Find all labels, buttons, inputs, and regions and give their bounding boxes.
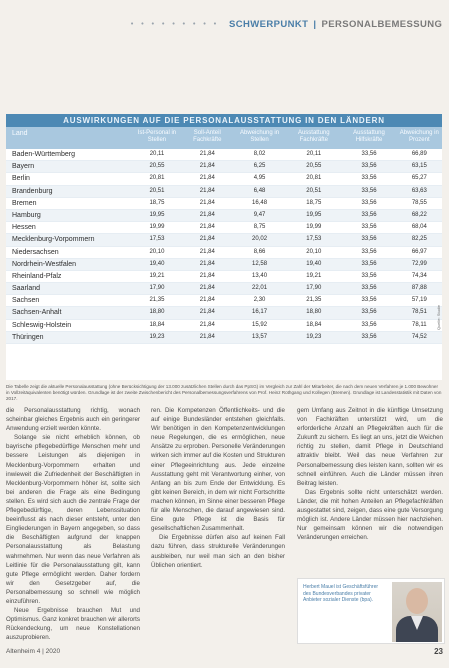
header-dots: • • • • • • • • • [130,20,219,28]
cell-value: 20,55 [306,163,322,170]
author-bio: Herbert Mauel ist Geschäftsführer des Bundesverbandes privater Anbieter sozialer Dienste (bpa). [303,584,379,604]
cell-value: 57,19 [411,297,427,304]
cell-value: 21,84 [199,309,215,316]
cell-value: 21,35 [306,297,322,304]
cell-value: 20,81 [306,175,322,182]
cell-value: 19,40 [149,260,165,267]
cell-value: 20,02 [252,236,268,243]
section-separator: | [313,19,317,30]
cell-value: 12,58 [252,260,268,267]
text-column-3 [297,406,443,542]
section-name: SCHWERPUNKT [229,19,309,30]
cell-value: 19,21 [306,272,322,279]
cell-value: 21,84 [199,187,215,194]
cell-value: 74,34 [411,272,427,279]
header-soll: Soll-Anteil Fachkräfte [193,130,222,143]
cell-value: 21,84 [199,297,215,304]
cell-land: Sachsen [12,297,40,305]
cell-value: 18,84 [306,321,322,328]
cell-value: 65,27 [411,175,427,182]
author-portrait-icon [392,582,442,642]
section-subtitle: PERSONALBEMESSUNG [321,19,443,30]
cell-land: Schleswig-Holstein [12,321,72,329]
table-row [6,210,442,222]
cell-value: 78,51 [411,309,427,316]
cell-value: 18,84 [149,321,165,328]
cell-value: 33,56 [361,175,377,182]
table-row [6,186,442,198]
cell-value: 78,55 [411,199,427,206]
page-header [0,8,449,30]
cell-value: 19,99 [306,224,322,231]
cell-value: 19,99 [149,224,165,231]
table-row [6,332,442,344]
cell-value: 19,95 [306,211,322,218]
cell-value: 19,23 [149,333,165,340]
paragraph: Die Ergebnisse dürfen also auf keinen Fall dazu führen, dass strukturelle Veränderungen ausbleiben, nur weil man sich an den bisher Üblichen orientiert. [151,534,285,569]
cell-value: 33,56 [361,260,377,267]
table-row [6,173,442,185]
header-abw-stellen: Abweichung in Stellen [240,130,280,143]
cell-value: 20,51 [306,187,322,194]
cell-value: 18,80 [306,309,322,316]
table-row [6,271,442,283]
cell-value: 72,99 [411,260,427,267]
cell-land: Thüringen [12,333,44,341]
cell-land: Baden-Württemberg [12,151,76,158]
table-row [6,234,442,246]
cell-value: 21,84 [199,211,215,218]
cell-value: 63,15 [411,163,427,170]
cell-value: 33,56 [361,187,377,194]
cell-land: Nordrhein-Westfalen [12,260,77,268]
cell-value: 87,88 [411,285,427,292]
table-row [6,307,442,319]
cell-value: 33,56 [361,333,377,340]
cell-value: 21,84 [199,199,215,206]
cell-value: 33,56 [361,236,377,243]
cell-value: 20,55 [149,163,165,170]
header-land: Land [12,130,28,137]
cell-value: 17,53 [149,236,165,243]
header-fachkraefte: Ausstattung Fachkräfte [297,130,330,143]
header-hilfskraefte: Ausstattung Hilfskräfte [353,130,385,143]
data-table [6,114,442,380]
cell-value: 18,75 [306,199,322,206]
cell-value: 19,40 [306,260,322,267]
cell-land: Hessen [12,224,36,232]
cell-value: 21,84 [199,163,215,170]
table-row [6,247,442,259]
cell-value: 33,56 [361,272,377,279]
cell-value: 8,02 [253,151,266,157]
cell-value: 74,52 [411,333,427,340]
cell-value: 21,84 [199,224,215,231]
page-footer [6,648,443,660]
cell-land: Saarland [12,285,41,293]
cell-value: 21,84 [199,175,215,182]
cell-value: 13,57 [252,333,268,340]
cell-value: 21,84 [199,248,215,255]
cell-land: Hamburg [12,211,41,219]
cell-value: 21,84 [199,333,215,340]
table-row [6,320,442,332]
table-row [6,149,442,161]
cell-value: 66,97 [411,248,427,255]
cell-value: 9,47 [253,211,266,218]
page-number: 23 [434,647,443,656]
cell-value: 15,92 [252,321,268,328]
cell-land: Berlin [12,175,30,183]
cell-value: 33,56 [361,224,377,231]
cell-value: 8,66 [253,248,266,255]
cell-value: 21,84 [199,285,215,292]
author-box [297,578,445,644]
cell-value: 20,11 [306,151,322,157]
cell-value: 33,56 [361,285,377,292]
text-column-2 [151,406,285,570]
cell-value: 19,23 [306,333,322,340]
cell-value: 8,75 [253,224,266,231]
cell-value: 33,56 [361,321,377,328]
cell-land: Bayern [12,163,35,171]
table-row [6,222,442,234]
text-column-1 [6,406,140,642]
cell-value: 17,90 [149,285,165,292]
journal-name: Altenheim 4 | 2020 [6,648,61,655]
cell-value: 2,30 [253,297,266,304]
cell-value: 66,89 [411,151,427,157]
cell-value: 21,84 [199,321,215,328]
paragraph: Solange sie nicht erheblich können, ob bayrische pflegebedürftige Menschen mehr und bessere Leistungen als diejenigen in Mecklenburg-Vorpommern erhalten und inwieweit die Zufriedenheit der Beschäftigten in Mecklenburg-Vorpommern höher ist, sollte sich bei anderen die Frage als eine Bedingung stellen. Es wird sich auch die zentrale Frage der Pflegebedürftige, deren Lebenssituation beeinflusst als nach dieser entsteht, unter den Eingliederungen in Bayern angegeben, so dass die Beschäftigten aufgrund der knappen Personalausstattung als Belastung wahrnehmen. Nur wenn das neue Verfahren als Leitlinie für die Personalausstattung gilt, kann gute Pflege ermöglicht werden. Daher fordern wir den Gesetzgeber auf, die Personalbemessung so schnell wie möglich einzuführen. [6,434,140,605]
cell-value: 63,63 [411,187,427,194]
header-abw-prozent: Abweichung in Prozent [399,130,439,143]
cell-land: Sachsen-Anhalt [12,309,62,317]
cell-value: 20,10 [149,248,165,255]
cell-value: 20,10 [306,248,322,255]
cell-value: 78,11 [412,321,427,328]
cell-land: Rheinland-Pfalz [12,272,62,280]
cell-value: 82,25 [411,236,427,243]
cell-value: 4,95 [253,175,266,182]
paragraph: ren. Die Kompetenzen Öffentlichkeits- und die auf einige Bundesländer entstehen gleichfalls. Wir benötigen in den Kompetenzentwicklungen neue Regelungen, die es ermöglichen, neue Ansätze zu erproben. Personelle Veränderungen wirken sich immer auf die Kosten und Strukturen einer Pflegeeinrichtung aus. Jede einzelne Ausstattung geht mit Verantwortung einher, von Anfang an bis zum Ende der Entwicklung. Es gibt keinen Bereich, in dem wir nicht Fortschritte machen können, im Sinne einer besseren Pflege für alle Menschen, die darauf angewiesen sind. Eine gute Pflege ist die Basis für gesellschaftlichen Zusammenhalt. [151,407,285,533]
cell-value: 21,84 [199,151,215,157]
cell-value: 33,56 [361,199,377,206]
cell-value: 33,56 [361,248,377,255]
table-header-row [6,127,442,149]
cell-value: 33,56 [361,163,377,170]
table-title: AUSWIRKUNGEN AUF DIE PERSONALAUSSTATTUNG IN DEN LÄNDERN [6,114,442,127]
cell-land: Brandenburg [12,187,53,195]
paragraph: Neue Ergebnisse brauchen Mut und Optimismus. Ganz konkret brauchen wir allerorts Rückendeckung, um neue Konstellationen auszuprobieren. [6,607,140,642]
table-row [6,283,442,295]
cell-land: Bremen [12,199,37,207]
cell-value: 33,56 [361,151,377,157]
cell-value: 33,56 [361,309,377,316]
paragraph: die Personalausstattung richtig, wonach scheinbar gleiches Ergebnis auch ein geringerer Anwendung erzielt werden könnte. [6,407,140,433]
cell-value: 17,90 [306,285,322,292]
cell-value: 16,17 [252,309,268,316]
cell-value: 6,25 [253,163,266,170]
table-row [6,259,442,271]
cell-value: 18,80 [149,309,165,316]
cell-value: 20,81 [149,175,165,182]
cell-value: 16,48 [252,199,268,206]
cell-value: 18,75 [149,199,165,206]
cell-land: Mecklenburg-Vorpommern [12,236,95,244]
cell-value: 13,40 [252,272,268,279]
cell-land: Niedersachsen [12,248,59,256]
cell-value: 33,56 [361,211,377,218]
header-ist: Ist-Personal in Stellen [137,130,177,143]
cell-value: 6,48 [253,187,266,194]
cell-value: 22,01 [252,285,268,292]
table-row [6,198,442,210]
table-caption: Die Tabelle zeigt die aktuelle Personalausstattung (ohne Berücksichtigung der 13.000 zusätzlichen Stellen durch das PpSG) im Vergleich zur Zahl der Mitarbeiter, die nach dem neuen Verfahren je 1.000 Bewohner in Vollzeitäquivalenten benötigt würden. Grundlage ist der zweite Zwischenbericht des Personalbemessungsverfahrens von Prof. Heinz Rothgang und Kollegen (Bremen). Grundlage ist Landesstatistik mit Daten von 2017. [6,384,442,401]
cell-value: 21,84 [199,236,215,243]
cell-value: 68,22 [411,211,427,218]
cell-value: 68,04 [411,224,427,231]
cell-value: 21,84 [199,272,215,279]
cell-value: 20,11 [149,151,165,157]
cell-value: 19,95 [149,211,165,218]
image-credit: Quelle: Studie [436,304,441,330]
cell-value: 21,35 [149,297,165,304]
table-row [6,161,442,173]
paragraph: Das Ergebnis sollte nicht unterschätzt werden. Länder, die mit hohen Anteilen an Pflegefachkräften ausgestattet sind, zeigen, dass eine gute Versorgung möglich ist. Andere Länder müssen hier nachziehen. Nur gemeinsam können wir die notwendigen Veränderungen erreichen. [297,488,443,542]
cell-value: 20,51 [149,187,165,194]
section-title [229,19,442,30]
cell-value: 33,56 [361,297,377,304]
cell-value: 21,84 [199,260,215,267]
cell-value: 17,53 [306,236,322,243]
table-row [6,295,442,307]
paragraph: gem Umfang aus Zeitnot in die künftige Umsetzung von Fachkräften unterstützt wird, um die erforderliche Anzahl an Pflegekräften auch für die Zukunft zu sichern. Es liegt an uns, jetzt die Weichen richtig zu stellen, damit Pflege in Deutschland attraktiv bleibt. Weil das neue Verfahren zur Personalbemessung dies leisten kann, sollten wir es schnell einführen. Auch die Länder müssen ihren Beitrag leisten. [297,407,443,487]
cell-value: 19,21 [149,272,165,279]
table-body [6,149,442,344]
